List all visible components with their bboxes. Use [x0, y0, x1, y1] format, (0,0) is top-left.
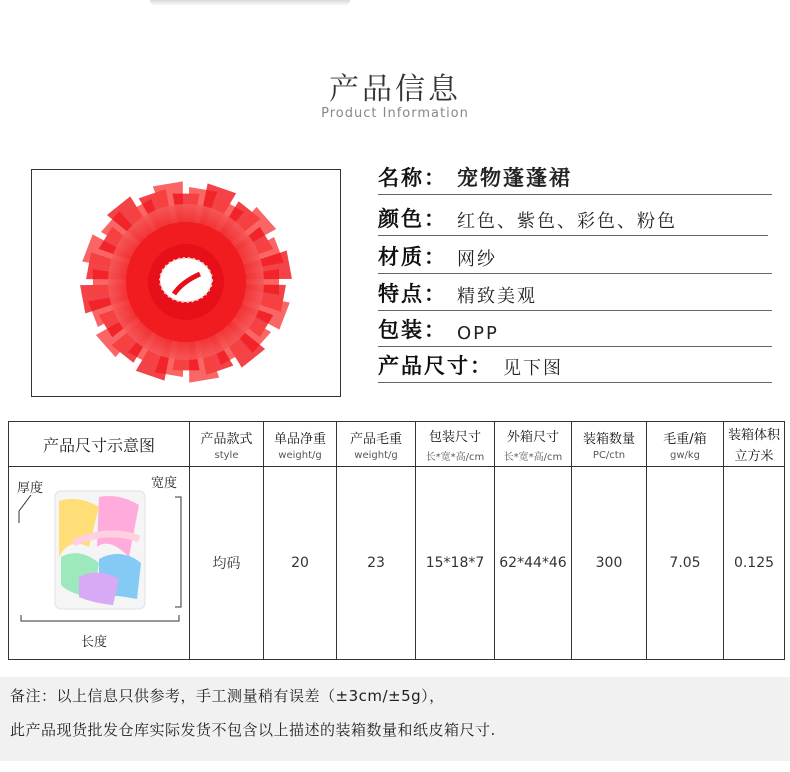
- info-row-packaging: [378, 317, 772, 347]
- info-key: 颜色：: [378, 207, 447, 231]
- info-value: 精致美观: [457, 286, 537, 307]
- package-photo: [9, 467, 188, 660]
- section-title: 产品信息: [329, 72, 461, 107]
- info-key: 名称：: [378, 166, 447, 190]
- info-key: 产品尺寸：: [378, 354, 493, 378]
- table-row: [9, 467, 785, 660]
- note-line-2: 此产品现货批发仓库实际发货不包含以上描述的装箱数量和纸皮箱尺寸.: [10, 721, 496, 739]
- spec-table: [8, 421, 785, 660]
- section-subtitle: Product Information: [321, 106, 469, 121]
- header-cell: 外箱尺寸 长*宽*高/cm: [495, 422, 572, 467]
- info-row-material: [378, 244, 772, 274]
- table-cell: 均码: [190, 467, 264, 660]
- info-row-size: [378, 353, 772, 383]
- top-image-edge: [150, 0, 350, 6]
- header-cell: 毛重/箱 gw/kg: [647, 422, 724, 467]
- width-label: 宽度: [151, 476, 178, 491]
- size-diagram-cell: [9, 467, 190, 660]
- header-cell: 单品净重 weight/g: [264, 422, 337, 467]
- info-key: 材质：: [378, 245, 447, 269]
- header-cell-diagram: 产品尺寸示意图: [9, 422, 190, 467]
- note-box: [0, 677, 790, 761]
- table-header-row: [9, 422, 785, 467]
- table-cell: 23: [337, 467, 416, 660]
- tutu-skirt-image: [32, 170, 340, 396]
- header-cell: 产品款式 style: [190, 422, 264, 467]
- note-line-1: 备注：以上信息只供参考，手工测量稍有误差（±3cm/±5g），: [10, 687, 445, 705]
- header-cell: 装箱体积 立方米: [724, 422, 785, 467]
- thickness-label: 厚度: [17, 481, 44, 496]
- info-value: 红色、紫色、彩色、粉色: [457, 211, 677, 232]
- info-row-name: [378, 165, 772, 195]
- table-cell: 0.125: [724, 467, 785, 660]
- info-key: 特点：: [378, 282, 447, 306]
- info-row-color: [378, 206, 768, 236]
- table-cell: 7.05: [647, 467, 724, 660]
- info-value: OPP: [457, 323, 499, 344]
- table-cell: 62*44*46: [495, 467, 572, 660]
- table-cell: 20: [264, 467, 337, 660]
- header-cell: 产品毛重 weight/g: [337, 422, 416, 467]
- info-row-feature: [378, 281, 772, 311]
- product-photo: [31, 169, 341, 397]
- info-key: 包装：: [378, 318, 447, 342]
- header-cell: 装箱数量 PC/ctn: [572, 422, 647, 467]
- info-value: 网纱: [457, 249, 497, 270]
- info-value: 见下图: [503, 358, 563, 379]
- header-cell: 包装尺寸 长*宽*高/cm: [416, 422, 495, 467]
- info-value: 宠物蓬蓬裙: [457, 166, 572, 190]
- table-cell: 15*18*7: [416, 467, 495, 660]
- length-label: 长度: [81, 635, 108, 650]
- table-cell: 300: [572, 467, 647, 660]
